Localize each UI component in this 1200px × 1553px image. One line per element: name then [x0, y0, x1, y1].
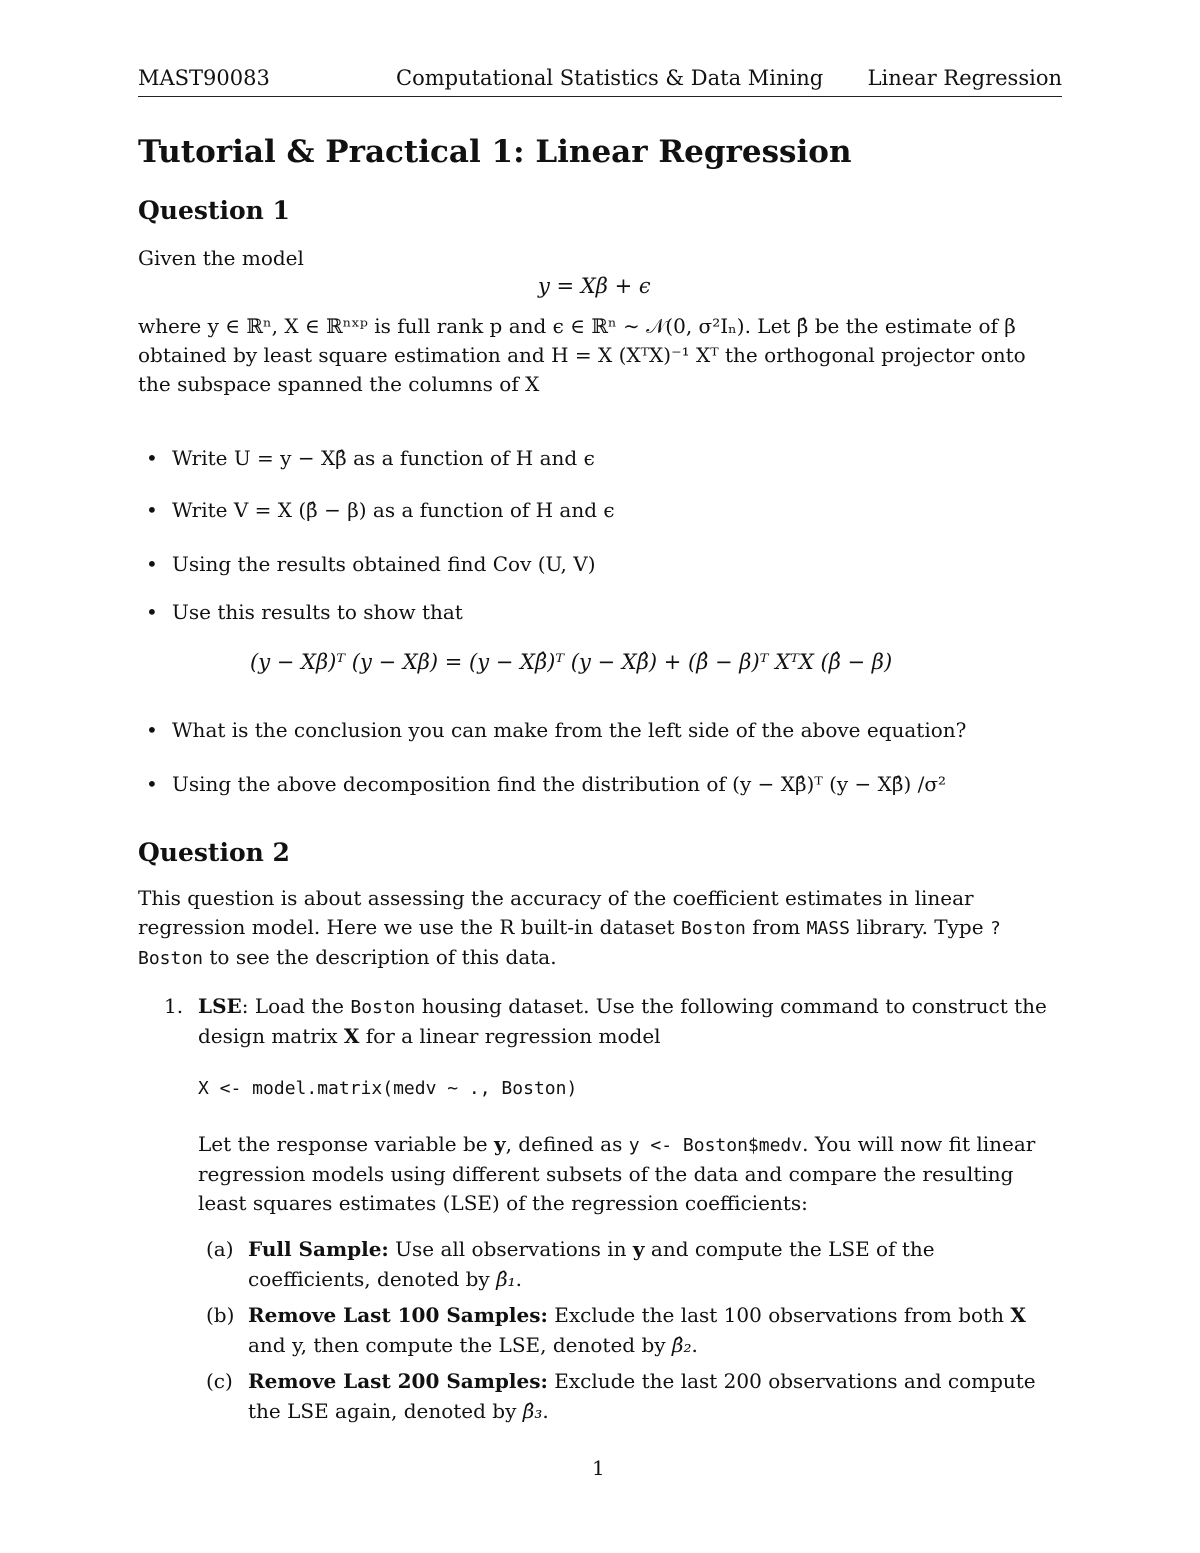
help-command: ?Boston: [138, 918, 1001, 969]
q1-bullet-2: • Write V = X (β̂ − β) as a function of H and ϵ: [172, 498, 615, 522]
subitem-a: (a) Full Sample: Use all observations in y and compute the LSE of the coefficients, denoted by β̂₁.: [206, 1237, 935, 1291]
q1-bullet-6: • Using the above decomposition find the distribution of (y − Xβ̂)ᵀ (y − Xβ̂) /σ²: [172, 772, 946, 796]
page-number: 1: [592, 1456, 605, 1480]
header-topic: Linear Regression: [867, 66, 1062, 90]
q1-bullet-3: • Using the results obtained find Cov (U, V): [172, 552, 596, 576]
subitem-b: (b) Remove Last 100 Samples: Exclude the last 100 observations from both X and y, then compute the LSE, denoted by β̂₂.: [206, 1303, 1026, 1357]
question-1-intro: Given the model: [138, 246, 304, 270]
model-equation: y = Xβ + ϵ: [538, 274, 651, 298]
question-2-heading: Question 2: [138, 838, 290, 867]
question-1-where-text: where y ∈ ℝⁿ, X ∈ ℝⁿˣᵖ is full rank p and ϵ ∈ ℝⁿ ∼ 𝒩(0, σ²Iₙ). Let β̂ be the estimate of β obtained by least square estimation and H = X (XᵀX)⁻¹ Xᵀ the orthogonal projector onto the subspace spanned the columns of X: [138, 314, 1026, 396]
decomposition-equation: (y − Xβ)ᵀ (y − Xβ) = (y − Xβ̂)ᵀ (y − Xβ̂) + (β̂ − β)ᵀ XᵀX (β̂ − β): [250, 650, 893, 674]
subitem-c: (c) Remove Last 200 Samples: Exclude the last 200 observations and compute the LSE again, denoted by β̂₃.: [206, 1369, 1036, 1423]
dataset-name: Boston: [680, 918, 746, 939]
q1-bullet-1: • Write U = y − Xβ̂ as a function of H and ϵ: [172, 446, 595, 470]
q1-bullet-5: • What is the conclusion you can make from the left side of the above equation?: [172, 718, 966, 742]
enum-item-1: 1. LSE: Load the Boston housing dataset. Use the following command to construct the design matrix X for a linear regression model: [164, 994, 1047, 1048]
response-paragraph: Let the response variable be y, defined as y <- Boston$medv. You will now fit linear regression models using different subsets of the data and compare the resulting least squares estimates (LSE) of the regression coefficients:: [198, 1132, 1036, 1215]
code-model-matrix: X <- model.matrix(medv ~ ., Boston): [198, 1078, 578, 1099]
page-title: Tutorial & Practical 1: Linear Regression: [138, 134, 852, 170]
question-1-heading: Question 1: [138, 196, 290, 225]
q1-bullet-4: • Use this results to show that: [172, 600, 463, 624]
header-course-code: MAST90083: [138, 66, 270, 90]
question-2-intro: This question is about assessing the accuracy of the coefficient estimates in linear regression model. Here we use the R built-in dataset Boston from MASS library. Type ?Boston to see the description of this data.: [138, 886, 1001, 969]
document-page: [138, 0, 1062, 1553]
header-course-name: Computational Statistics & Data Mining: [396, 66, 824, 90]
running-header: [138, 64, 1062, 97]
library-name: MASS: [806, 918, 850, 939]
